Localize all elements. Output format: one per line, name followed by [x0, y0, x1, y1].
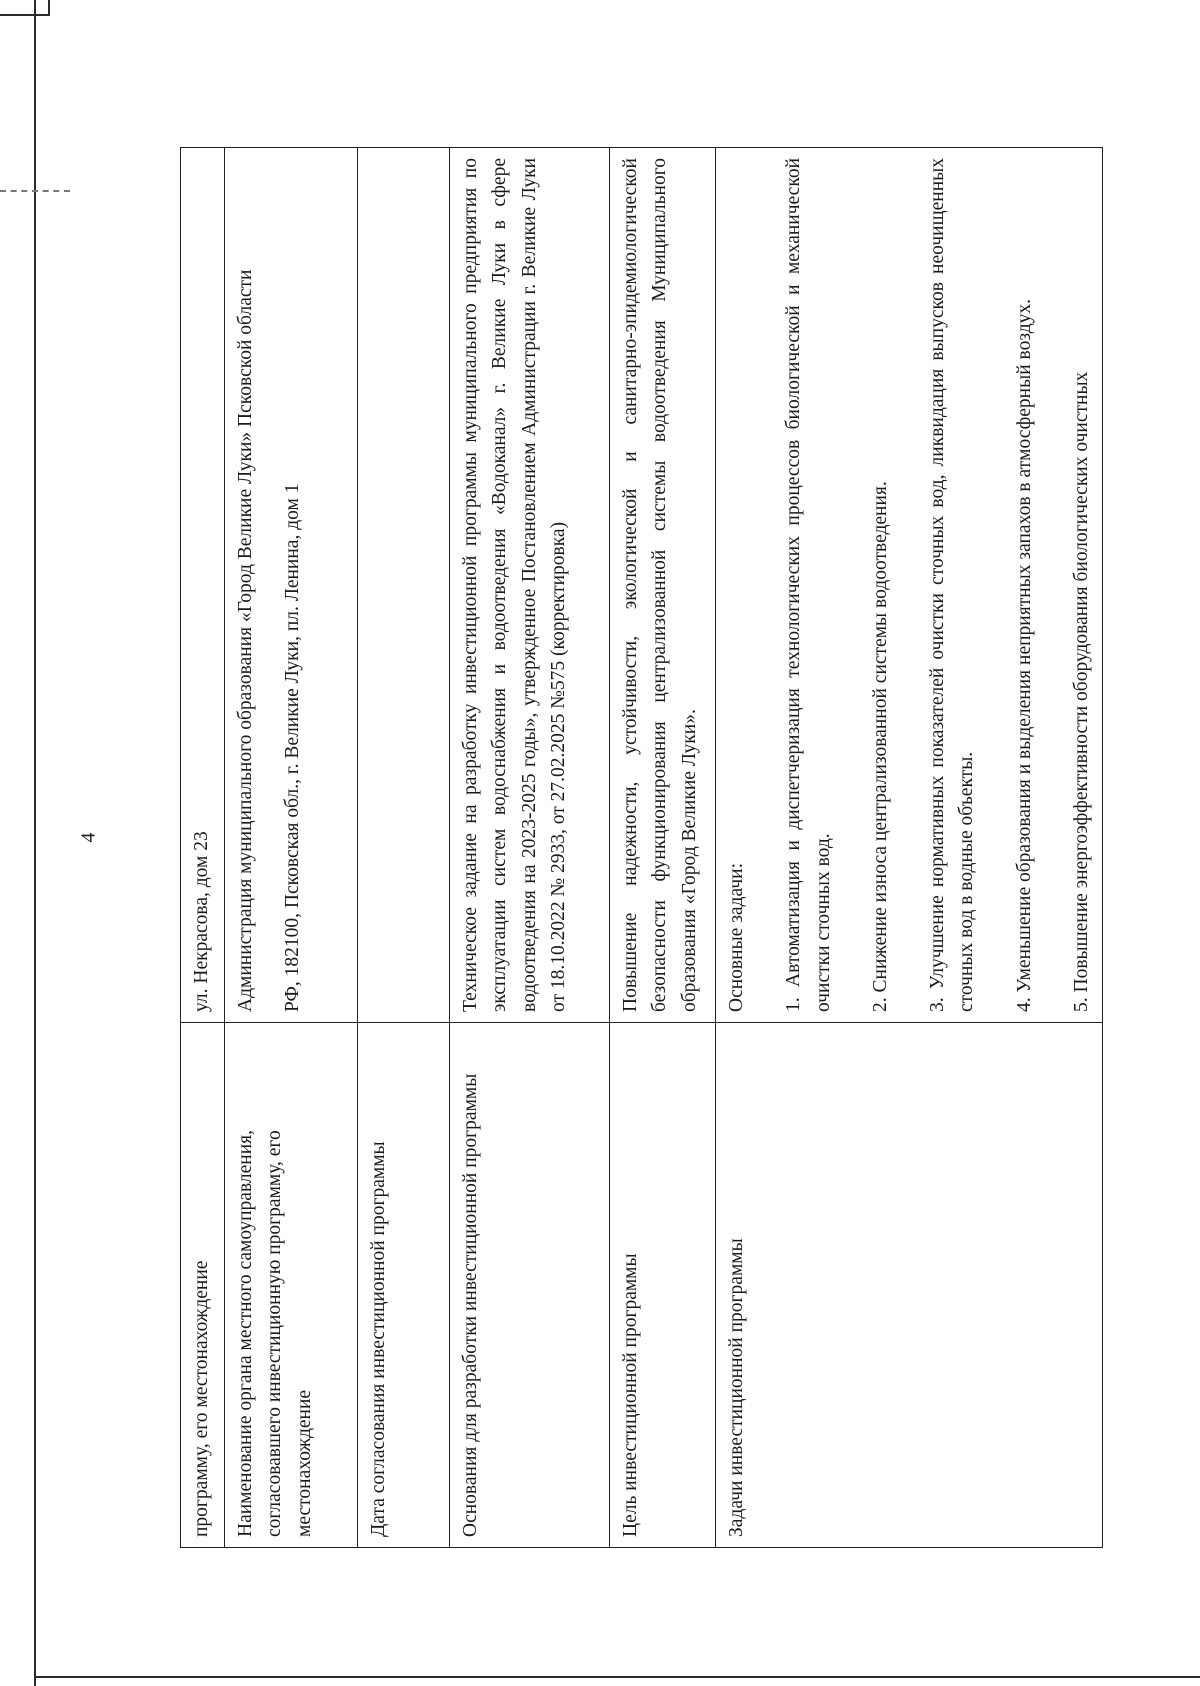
row-label: Цель инвестиционной программы: [610, 1023, 716, 1548]
row-value: ул. Некрасова, дом 23: [181, 148, 225, 1023]
page-number: 4: [77, 832, 100, 843]
scan-edge-mark: [0, 190, 70, 192]
row-value: [358, 148, 450, 1023]
row-value: Повышение надежности, устойчивости, экологической и санитарно-эпидемиологической безопасности функционирования централизованной системы водоотведения Муниципального образования «Город Великие Луки».: [610, 148, 716, 1023]
table-row: [358, 148, 450, 1548]
row-value: Основные задачи: 1. Автоматизация и диспетчеризация технологических процессов биологической и механической очистки сточных вод. 2. Снижение износа централизованной системы водоотведения. 3. Улучшение нормативных показателей очистки сточных вод, ликвидация выпусков неочищенных сточных вод в водные объекты. 4. Уменьшение образования и выделения неприятных запахов в атмосферный воздух. 5. Повышение энергоэффективности оборудования биологических очистных: [716, 148, 1103, 1023]
row-label: Наименование органа местного самоуправления, согласовавшего инвестиционную программу, его местонахождение: [225, 1023, 358, 1548]
program-passport-table: [180, 147, 1103, 1548]
row-label: Основания для разработки инвестиционной программы: [450, 1023, 610, 1548]
scan-border-left: [34, 0, 36, 1686]
table-row: [610, 148, 716, 1548]
row-label: программу, его местонахождение: [181, 1023, 225, 1548]
row-label: Задачи инвестиционной программы: [716, 1023, 1103, 1548]
rotated-document: [180, 148, 1100, 1548]
table-row: [181, 148, 225, 1548]
row-label: Дата согласования инвестиционной программы: [358, 1023, 450, 1548]
table-row: [716, 148, 1103, 1548]
row-value: Администрация муниципального образования «Город Великие Луки» Псковской области РФ, 182100, Псковская обл., г. Великие Луки, пл. Ленина, дом 1: [225, 148, 358, 1023]
table-row: [450, 148, 610, 1548]
scan-corner-mark: [0, 0, 50, 16]
scan-border-bottom: [34, 1676, 1200, 1678]
row-value: Техническое задание на разработку инвестиционной программы муниципального предприятия по эксплуатации систем водоснабжения и водоотведения «Водоканал» г. Великие Луки в сфере водоотведения на 2023-2025 годы», утвержденное Постановлением Администрации г. Великие Луки от 18.10.2022 № 2933, от 27.02.2025 №575 (корректировка): [450, 148, 610, 1023]
table-row: [225, 148, 358, 1548]
